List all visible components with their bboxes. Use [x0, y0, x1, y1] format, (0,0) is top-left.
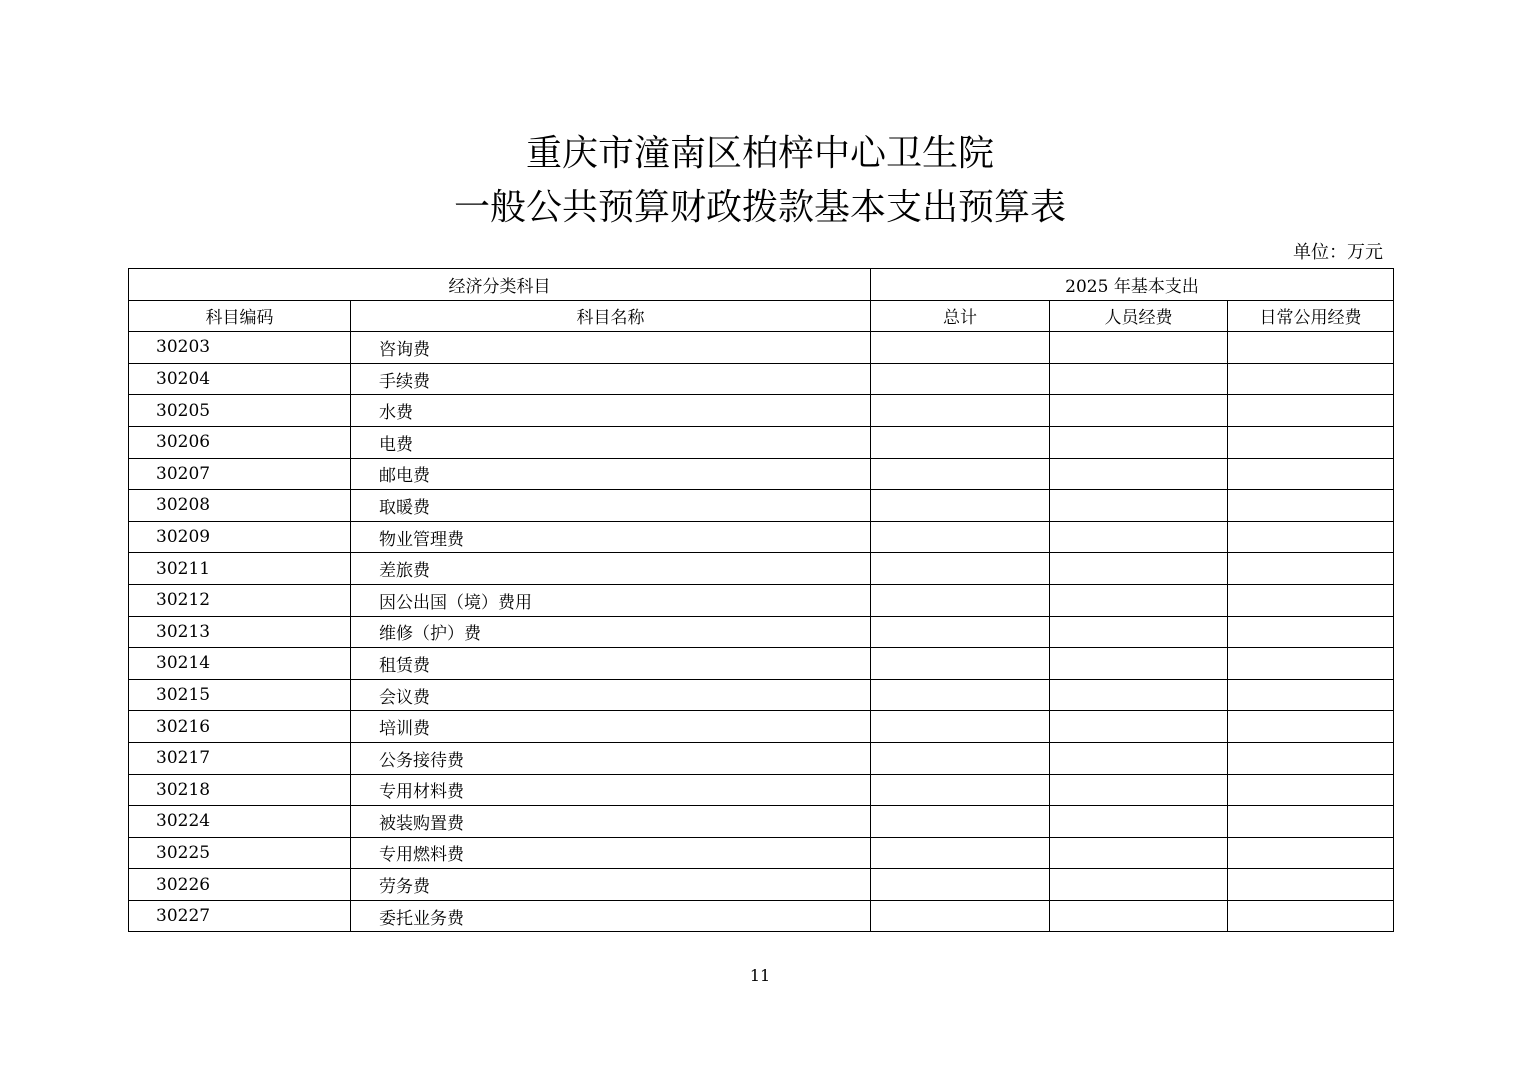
cell-public: [1228, 584, 1394, 616]
cell-personnel: [1050, 553, 1228, 585]
cell-public: [1228, 711, 1394, 743]
table-row: [129, 521, 1394, 553]
table-row: [129, 616, 1394, 648]
cell-public: [1228, 837, 1394, 869]
cell-public: [1228, 806, 1394, 838]
table-row: [129, 806, 1394, 838]
cell-code: 30215: [129, 679, 351, 711]
cell-public: [1228, 426, 1394, 458]
cell-code: 30206: [129, 426, 351, 458]
cell-name: 被装购置费: [351, 806, 871, 838]
cell-public: [1228, 900, 1394, 932]
table-body: [129, 332, 1394, 932]
header-public: 日常公用经费: [1228, 300, 1394, 332]
cell-code: 30218: [129, 774, 351, 806]
cell-total: [871, 900, 1050, 932]
cell-public: [1228, 395, 1394, 427]
budget-table: [128, 268, 1394, 932]
cell-personnel: [1050, 774, 1228, 806]
cell-total: [871, 553, 1050, 585]
cell-code: 30208: [129, 490, 351, 522]
cell-public: [1228, 521, 1394, 553]
cell-total: [871, 806, 1050, 838]
table-row: [129, 458, 1394, 490]
cell-total: [871, 458, 1050, 490]
cell-name: 差旅费: [351, 553, 871, 585]
cell-public: [1228, 553, 1394, 585]
table-row: [129, 742, 1394, 774]
cell-public: [1228, 869, 1394, 901]
cell-personnel: [1050, 711, 1228, 743]
cell-name: 因公出国（境）费用: [351, 584, 871, 616]
cell-code: 30212: [129, 584, 351, 616]
table-row: [129, 332, 1394, 364]
cell-personnel: [1050, 584, 1228, 616]
table-row: [129, 837, 1394, 869]
cell-name: 专用燃料费: [351, 837, 871, 869]
table-row: [129, 584, 1394, 616]
header-column-row: [129, 300, 1394, 332]
cell-public: [1228, 490, 1394, 522]
cell-total: [871, 711, 1050, 743]
cell-name: 劳务费: [351, 869, 871, 901]
cell-name: 取暖费: [351, 490, 871, 522]
cell-name: 水费: [351, 395, 871, 427]
cell-public: [1228, 363, 1394, 395]
cell-personnel: [1050, 869, 1228, 901]
header-code: 科目编码: [129, 300, 351, 332]
document-title-line-1: 重庆市潼南区柏梓中心卫生院: [525, 133, 994, 174]
cell-code: 30225: [129, 837, 351, 869]
cell-code: 30204: [129, 363, 351, 395]
table-row: [129, 869, 1394, 901]
cell-personnel: [1050, 648, 1228, 680]
cell-total: [871, 869, 1050, 901]
cell-name: 会议费: [351, 679, 871, 711]
cell-total: [871, 426, 1050, 458]
cell-code: 30214: [129, 648, 351, 680]
cell-name: 培训费: [351, 711, 871, 743]
cell-personnel: [1050, 616, 1228, 648]
cell-code: 30213: [129, 616, 351, 648]
cell-public: [1228, 458, 1394, 490]
cell-personnel: [1050, 806, 1228, 838]
table-row: [129, 900, 1394, 932]
cell-public: [1228, 774, 1394, 806]
document-title-line-2: 一般公共预算财政拨款基本支出预算表: [453, 187, 1066, 228]
cell-name: 咨询费: [351, 332, 871, 364]
header-economic-classification: 经济分类科目: [129, 269, 871, 301]
cell-code: 30216: [129, 711, 351, 743]
cell-code: 30205: [129, 395, 351, 427]
cell-name: 邮电费: [351, 458, 871, 490]
cell-name: 物业管理费: [351, 521, 871, 553]
cell-name: 维修（护）费: [351, 616, 871, 648]
cell-personnel: [1050, 426, 1228, 458]
cell-name: 手续费: [351, 363, 871, 395]
cell-code: 30226: [129, 869, 351, 901]
cell-personnel: [1050, 363, 1228, 395]
cell-personnel: [1050, 679, 1228, 711]
table-row: [129, 490, 1394, 522]
cell-public: [1228, 616, 1394, 648]
cell-public: [1228, 332, 1394, 364]
table-row: [129, 648, 1394, 680]
cell-personnel: [1050, 458, 1228, 490]
cell-personnel: [1050, 837, 1228, 869]
cell-personnel: [1050, 395, 1228, 427]
table-row: [129, 363, 1394, 395]
cell-total: [871, 363, 1050, 395]
cell-personnel: [1050, 742, 1228, 774]
cell-code: 30227: [129, 900, 351, 932]
cell-total: [871, 616, 1050, 648]
cell-total: [871, 521, 1050, 553]
cell-code: 30211: [129, 553, 351, 585]
header-total: 总计: [871, 300, 1050, 332]
cell-name: 电费: [351, 426, 871, 458]
table-row: [129, 774, 1394, 806]
cell-total: [871, 679, 1050, 711]
cell-public: [1228, 742, 1394, 774]
cell-personnel: [1050, 490, 1228, 522]
table-row: [129, 426, 1394, 458]
cell-personnel: [1050, 900, 1228, 932]
cell-total: [871, 774, 1050, 806]
cell-total: [871, 648, 1050, 680]
cell-name: 租赁费: [351, 648, 871, 680]
cell-code: 30209: [129, 521, 351, 553]
cell-code: 30217: [129, 742, 351, 774]
cell-total: [871, 742, 1050, 774]
cell-public: [1228, 648, 1394, 680]
cell-total: [871, 584, 1050, 616]
page-number: 11: [749, 966, 771, 985]
cell-total: [871, 332, 1050, 364]
cell-total: [871, 395, 1050, 427]
header-name: 科目名称: [351, 300, 871, 332]
header-basic-expenditure: 2025 年基本支出: [871, 269, 1394, 301]
table-row: [129, 711, 1394, 743]
table-row: [129, 553, 1394, 585]
cell-total: [871, 837, 1050, 869]
cell-personnel: [1050, 332, 1228, 364]
table-row: [129, 679, 1394, 711]
header-group-row: [129, 269, 1394, 301]
cell-total: [871, 490, 1050, 522]
cell-code: 30224: [129, 806, 351, 838]
unit-label: 单位：万元: [1293, 242, 1383, 263]
header-personnel: 人员经费: [1050, 300, 1228, 332]
cell-code: 30203: [129, 332, 351, 364]
cell-name: 专用材料费: [351, 774, 871, 806]
cell-code: 30207: [129, 458, 351, 490]
cell-name: 公务接待费: [351, 742, 871, 774]
cell-public: [1228, 679, 1394, 711]
cell-personnel: [1050, 521, 1228, 553]
cell-name: 委托业务费: [351, 900, 871, 932]
table-row: [129, 395, 1394, 427]
